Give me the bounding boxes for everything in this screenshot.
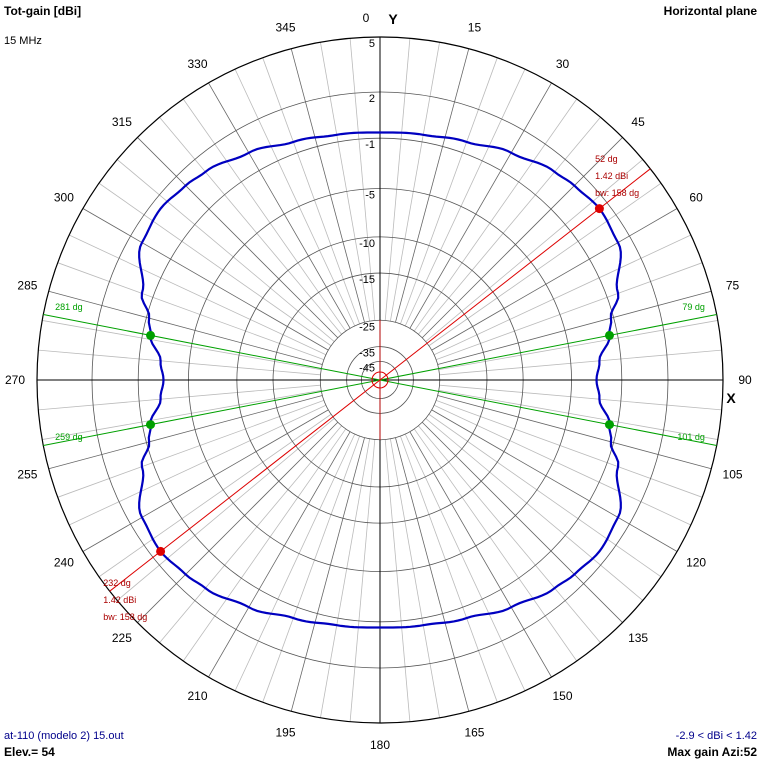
angle-label: 270 bbox=[4, 373, 26, 387]
angle-label: 135 bbox=[628, 631, 649, 646]
gain-range: -2.9 < dBi < 1.42 bbox=[675, 730, 757, 742]
max-gain-label: 1.42 dBi bbox=[595, 170, 629, 181]
angle-label: 15 bbox=[467, 20, 482, 35]
major-radial-line bbox=[209, 83, 351, 328]
minor-radial-line bbox=[235, 69, 355, 326]
major-radial-line bbox=[432, 209, 677, 351]
minor-radial-line bbox=[418, 426, 600, 643]
major-radial-line bbox=[438, 291, 712, 364]
major-radial-line bbox=[83, 410, 328, 552]
radial-tick-label: -15 bbox=[359, 274, 375, 287]
chart-title: Tot-gain [dBi] bbox=[4, 4, 82, 18]
x-axis-label: X bbox=[726, 390, 736, 406]
minor-radial-line bbox=[434, 405, 691, 525]
max-gain-label: 232 dg bbox=[103, 577, 131, 588]
half-power-label: 101 dg bbox=[677, 431, 705, 442]
angle-label: 75 bbox=[725, 278, 740, 293]
major-radial-line bbox=[395, 438, 468, 712]
major-radial-line bbox=[291, 438, 364, 712]
max-gain-point bbox=[595, 204, 604, 213]
half-power-point bbox=[146, 420, 155, 429]
half-power-point bbox=[146, 331, 155, 340]
half-power-point bbox=[605, 331, 614, 340]
minor-radial-line bbox=[405, 69, 525, 326]
minor-radial-line bbox=[69, 235, 326, 355]
minor-radial-line bbox=[58, 400, 324, 497]
major-radial-line bbox=[422, 422, 622, 622]
angle-label: 30 bbox=[555, 56, 570, 71]
max-gain-line bbox=[110, 380, 380, 591]
major-radial-line bbox=[49, 291, 323, 364]
minor-radial-line bbox=[418, 117, 600, 334]
major-radial-line bbox=[395, 49, 468, 323]
angle-label: 105 bbox=[722, 467, 743, 482]
half-power-label: 281 dg bbox=[55, 302, 83, 313]
minor-radial-line bbox=[400, 436, 497, 702]
angle-label: 150 bbox=[552, 689, 573, 704]
radial-tick-label: -1 bbox=[365, 139, 375, 152]
major-radial-line bbox=[291, 49, 364, 323]
angle-label: 285 bbox=[17, 278, 38, 293]
minor-radial-line bbox=[263, 436, 360, 702]
half-power-label: 259 dg bbox=[55, 431, 83, 442]
angle-label: 210 bbox=[187, 689, 208, 704]
major-radial-line bbox=[410, 432, 552, 677]
angle-label: 300 bbox=[53, 190, 74, 205]
major-radial-line bbox=[432, 410, 677, 552]
elevation-label: Elev.= 54 bbox=[4, 745, 55, 759]
angle-label: 165 bbox=[464, 725, 485, 740]
angle-label: 90 bbox=[738, 373, 752, 387]
angle-label: 120 bbox=[686, 555, 707, 570]
major-radial-line bbox=[137, 422, 337, 622]
minor-radial-line bbox=[436, 400, 702, 497]
radial-tick-label: 2 bbox=[368, 93, 375, 106]
angle-label: 240 bbox=[53, 555, 74, 570]
max-gain-label: bw: 158 dg bbox=[103, 611, 148, 622]
minor-radial-line bbox=[58, 263, 324, 360]
angle-label: 345 bbox=[275, 20, 296, 35]
angle-label: 180 bbox=[369, 738, 391, 752]
minor-radial-line bbox=[405, 434, 525, 691]
major-radial-line bbox=[422, 137, 622, 337]
angle-label: 315 bbox=[111, 114, 132, 129]
minor-radial-line bbox=[235, 434, 355, 691]
minor-radial-line bbox=[263, 58, 360, 324]
angle-label: 60 bbox=[689, 190, 703, 205]
minor-radial-line bbox=[434, 235, 691, 355]
minor-radial-line bbox=[436, 263, 702, 360]
angle-label: 225 bbox=[111, 631, 132, 646]
major-radial-line bbox=[438, 395, 712, 468]
minor-radial-line bbox=[160, 426, 342, 643]
radial-tick-label: -10 bbox=[359, 237, 375, 250]
max-gain-label: bw: 158 dg bbox=[595, 187, 640, 198]
radial-tick-label: -5 bbox=[365, 189, 375, 202]
major-radial-line bbox=[137, 137, 337, 337]
max-gain-line bbox=[380, 169, 650, 380]
radial-tick-label: -25 bbox=[359, 321, 375, 334]
major-radial-line bbox=[410, 83, 552, 328]
angle-label: 255 bbox=[17, 467, 38, 482]
major-radial-line bbox=[209, 432, 351, 677]
angle-label: 195 bbox=[275, 725, 296, 740]
radial-tick-label: -35 bbox=[359, 347, 375, 360]
plane-label: Horizontal plane bbox=[663, 4, 757, 18]
max-gain-label: 52 dg bbox=[595, 153, 618, 164]
angle-label: 0 bbox=[362, 11, 370, 25]
file-name: at-110 (modelo 2) 15.out bbox=[4, 730, 124, 742]
minor-radial-line bbox=[160, 117, 342, 334]
major-radial-line bbox=[83, 209, 328, 351]
minor-radial-line bbox=[400, 58, 497, 324]
angle-label: 330 bbox=[187, 56, 208, 71]
max-gain-point bbox=[156, 547, 165, 556]
max-gain-label: 1.42 dBi bbox=[103, 594, 137, 605]
max-gain-label: Max gain Azi:52 bbox=[667, 745, 757, 759]
major-radial-line bbox=[49, 395, 323, 468]
radial-tick-label: 5 bbox=[368, 38, 375, 50]
half-power-point bbox=[605, 420, 614, 429]
angle-label: 45 bbox=[631, 114, 645, 129]
half-power-label: 79 dg bbox=[682, 302, 705, 313]
y-axis-label: Y bbox=[388, 11, 398, 27]
frequency-label: 15 MHz bbox=[4, 35, 42, 47]
radial-tick-label: -45 bbox=[359, 362, 375, 375]
minor-radial-line bbox=[69, 405, 326, 525]
